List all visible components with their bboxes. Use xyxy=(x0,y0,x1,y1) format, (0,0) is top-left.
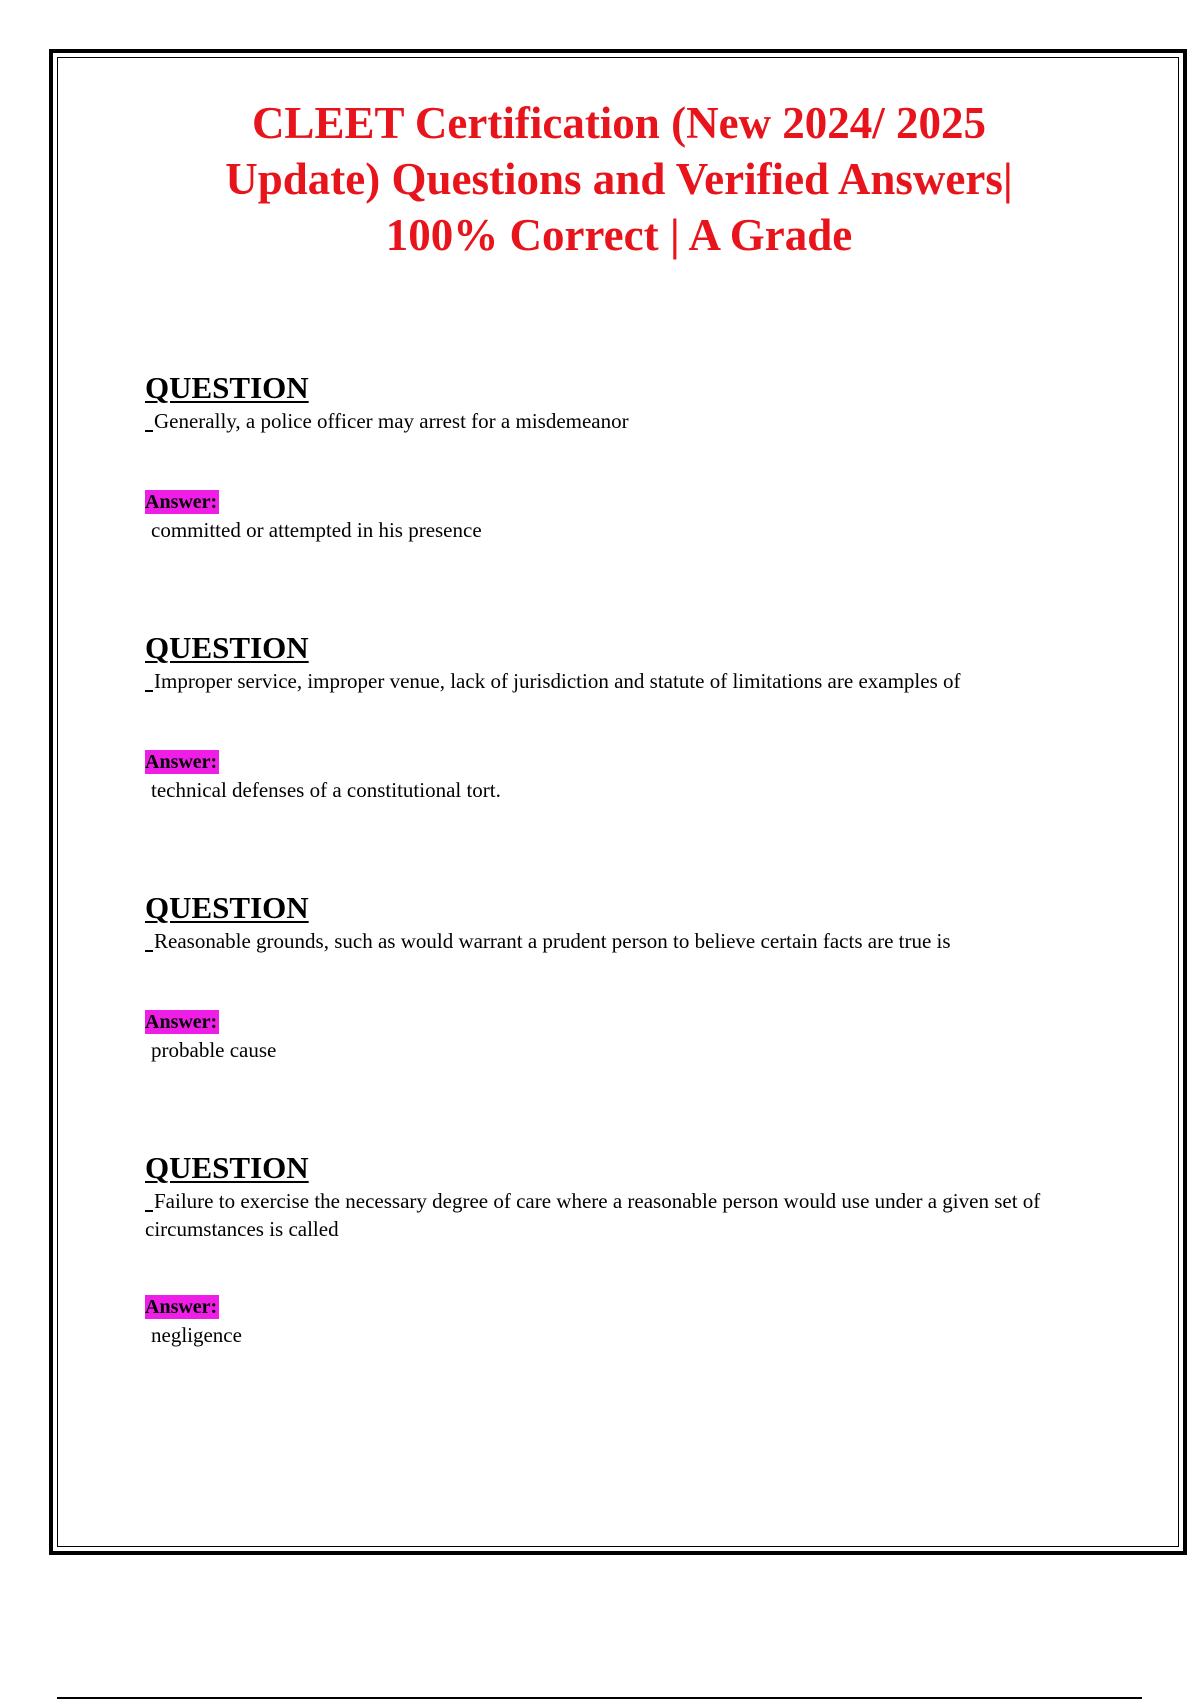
answer-text: committed or attempted in his presence xyxy=(151,518,482,542)
question-heading: QUESTION xyxy=(145,890,309,925)
answer-text: probable cause xyxy=(151,1038,277,1062)
next-page-top-rule xyxy=(57,1697,1142,1699)
answer-text: negligence xyxy=(151,1323,242,1347)
question-heading: QUESTION xyxy=(145,630,309,665)
question-text: Failure to exercise the necessary degree of care where a reasonable person would use under a given set of circumstances is called xyxy=(145,1187,1065,1243)
answer-label: Answer: xyxy=(145,1011,218,1033)
question-heading: QUESTION xyxy=(145,1150,309,1185)
answer-text: technical defenses of a constitutional tort. xyxy=(151,778,501,802)
answer-label: Answer: xyxy=(145,491,218,513)
question-text: Improper service, improper venue, lack of jurisdiction and statute of limitations are examples of xyxy=(145,667,1095,695)
qa-item-3 xyxy=(145,890,1095,1064)
qa-item-2 xyxy=(145,630,1095,804)
question-heading: QUESTION xyxy=(145,370,309,405)
answer-label: Answer: xyxy=(145,751,218,773)
question-text: Reasonable grounds, such as would warrant a prudent person to believe certain facts are true is xyxy=(145,927,1095,955)
title-line-1: CLEET Certification (New 2024/ 2025 xyxy=(251,98,987,148)
title-line-2: Update) Questions and Verified Answers| xyxy=(225,154,1013,204)
document-title xyxy=(100,95,1138,263)
title-line-3: 100% Correct | A Grade xyxy=(385,210,853,260)
qa-item-1 xyxy=(145,370,1095,544)
qa-item-4 xyxy=(145,1150,1065,1349)
answer-label: Answer: xyxy=(145,1296,218,1318)
question-text: Generally, a police officer may arrest for a misdemeanor xyxy=(145,407,1095,435)
